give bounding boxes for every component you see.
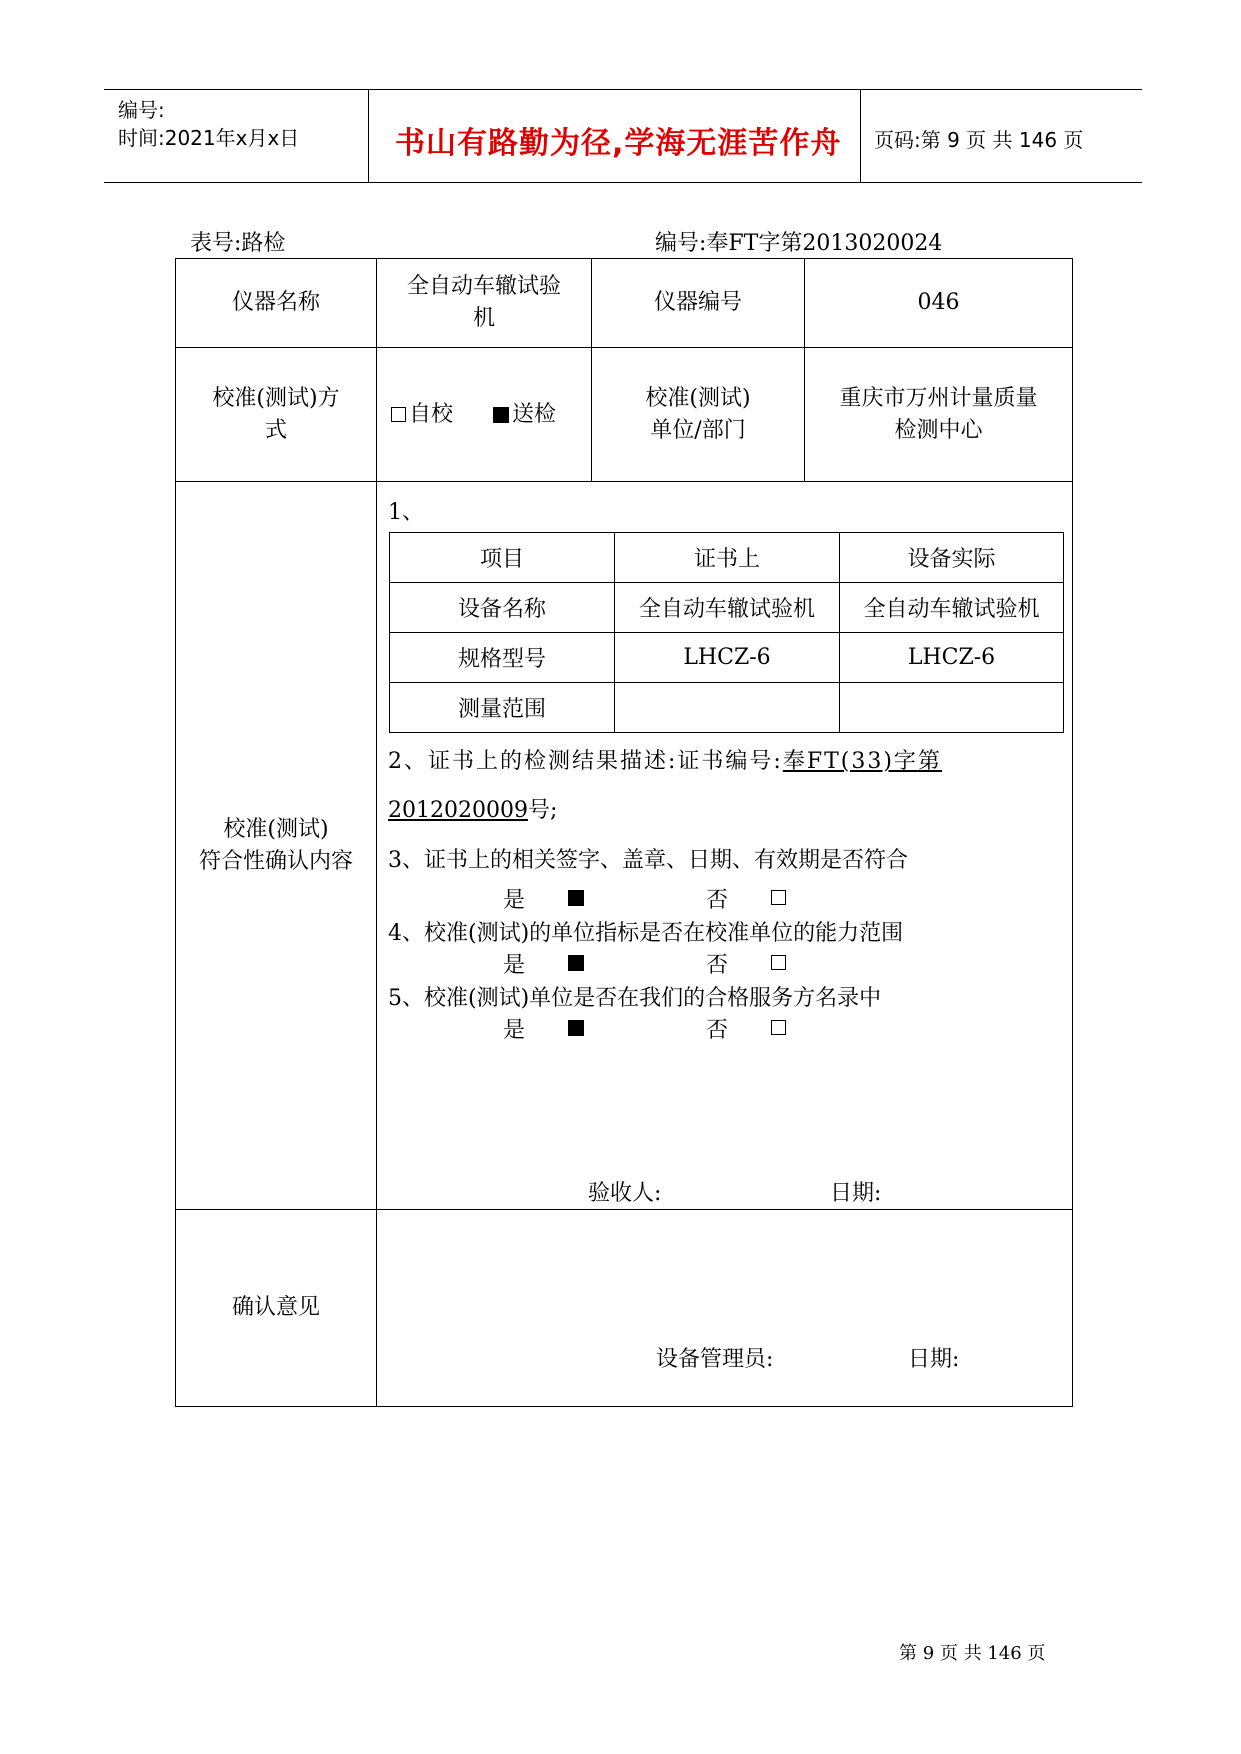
table-row-model-cert	[614, 632, 840, 683]
page-indicator: 页码:第 9 页 共 146 页	[874, 128, 1084, 152]
item-3: 3、证书上的相关签字、盖章、日期、有效期是否符合	[388, 848, 908, 873]
item-2-suffix: 号;	[527, 798, 558, 823]
table-cell: LHCZ-6	[907, 645, 996, 670]
serial-number: 编号:奉FT字第2013020024	[655, 231, 943, 256]
item-5: 5、校准(测试)单位是否在我们的合格服务方名录中	[388, 986, 882, 1011]
calibration-unit-value	[804, 347, 1073, 482]
instrument-name-line2: 机	[472, 306, 495, 331]
form-number: 表号:路检	[190, 231, 286, 256]
calibration-unit-value-line1: 重庆市万州计量质量	[839, 385, 1038, 411]
calibration-unit-value-line2: 检测中心	[894, 417, 983, 443]
conformity-label-line2: 符合性确认内容	[198, 848, 353, 874]
table-header-certificate	[614, 532, 840, 583]
manager-label: 设备管理员:	[656, 1347, 774, 1372]
item-2-prefix: 2、证书上的检测结果描述:证书编号:	[388, 749, 783, 774]
calibration-method-line1: 校准(测试)方	[212, 385, 340, 411]
table-header-actual-text: 设备实际	[907, 547, 996, 572]
item-4-yes-label: 是	[503, 953, 526, 978]
item-2-certificate-number: 奉FT(33)字第	[782, 749, 942, 774]
send-check-label: 送检	[512, 401, 557, 427]
instrument-number-text: 046	[917, 290, 960, 315]
instrument-name-line1: 全自动车辙试验	[406, 274, 561, 299]
acceptor-date-label: 日期:	[830, 1181, 882, 1206]
table-row-name-cert	[614, 582, 840, 633]
conformity-label-line1: 校准(测试)	[223, 816, 329, 842]
item-2-line2	[388, 793, 557, 824]
table-header-item-text: 项目	[479, 547, 524, 572]
item-4-no-label: 否	[706, 953, 729, 978]
table-row-range-label	[389, 682, 615, 733]
table-row-name-label	[389, 582, 615, 633]
manager-date-label: 日期:	[908, 1347, 960, 1372]
item-4: 4、校准(测试)的单位指标是否在校准单位的能力范围	[388, 921, 904, 946]
table-row-name-actual	[839, 582, 1064, 633]
opinion-label	[175, 1209, 377, 1407]
table-cell: LHCZ-6	[683, 645, 771, 670]
time-label: 时间:2021年x月x日	[118, 126, 300, 150]
table-header-certificate-text: 证书上	[693, 547, 760, 572]
opinion-content	[376, 1209, 1073, 1407]
calibration-method-label	[175, 347, 377, 482]
calibration-unit-line2: 单位/部门	[650, 417, 746, 443]
item-3-no-checkbox[interactable]	[771, 890, 786, 905]
table-header-actual	[839, 532, 1064, 583]
header-divider-right	[860, 89, 861, 182]
self-check-label: 自校	[409, 401, 454, 427]
instrument-number-label	[591, 258, 805, 348]
header-bottom-rule	[104, 182, 1142, 183]
item-5-no-checkbox[interactable]	[771, 1020, 786, 1035]
calibration-method-options	[376, 347, 592, 482]
self-check-checkbox[interactable]	[391, 407, 406, 422]
item-4-yes-checkbox[interactable]	[568, 955, 584, 971]
item-4-no-checkbox[interactable]	[771, 955, 786, 970]
calibration-unit-label	[591, 347, 805, 482]
slogan: 书山有路勤为径,学海无涯苦作舟	[395, 126, 842, 161]
item-5-no-label: 否	[706, 1018, 729, 1043]
instrument-name-label-text: 仪器名称	[231, 290, 320, 315]
item-5-yes-checkbox[interactable]	[568, 1020, 584, 1036]
item-2-certificate-number-cont: 2012020009	[388, 798, 528, 823]
calibration-unit-line1: 校准(测试)	[645, 385, 751, 411]
item-2-line1	[388, 744, 942, 775]
item-1-number: 1、	[388, 500, 424, 525]
instrument-name-value	[376, 258, 592, 348]
instrument-number-label-text: 仪器编号	[653, 290, 742, 315]
acceptor-label: 验收人:	[588, 1181, 662, 1206]
conformity-label	[175, 481, 377, 1210]
table-row-range-cert	[614, 682, 840, 733]
table-row-model-actual	[839, 632, 1064, 683]
opinion-label-text: 确认意见	[231, 1295, 320, 1320]
calibration-method-line2: 式	[264, 417, 287, 443]
table-header-item	[389, 532, 615, 583]
table-cell: 设备名称	[457, 597, 546, 622]
item-3-no-label: 否	[706, 888, 729, 913]
item-3-yes-label: 是	[503, 888, 526, 913]
instrument-number-value	[804, 258, 1073, 348]
table-cell: 规格型号	[457, 647, 546, 672]
doc-number-label: 编号:	[118, 98, 165, 122]
footer-page-number: 第 9 页 共 146 页	[899, 1643, 1046, 1664]
table-cell: 测量范围	[457, 697, 546, 722]
table-row-model-label	[389, 632, 615, 683]
header-top-rule	[104, 89, 1142, 90]
item-5-yes-label: 是	[503, 1018, 526, 1043]
table-cell: 全自动车辙试验机	[863, 597, 1040, 622]
send-check-checkbox[interactable]	[493, 407, 509, 423]
table-row-range-actual	[839, 682, 1064, 733]
table-cell: 全自动车辙试验机	[638, 597, 815, 622]
instrument-name-label	[175, 258, 377, 348]
header-divider-left	[368, 89, 369, 182]
item-3-yes-checkbox[interactable]	[568, 890, 584, 906]
